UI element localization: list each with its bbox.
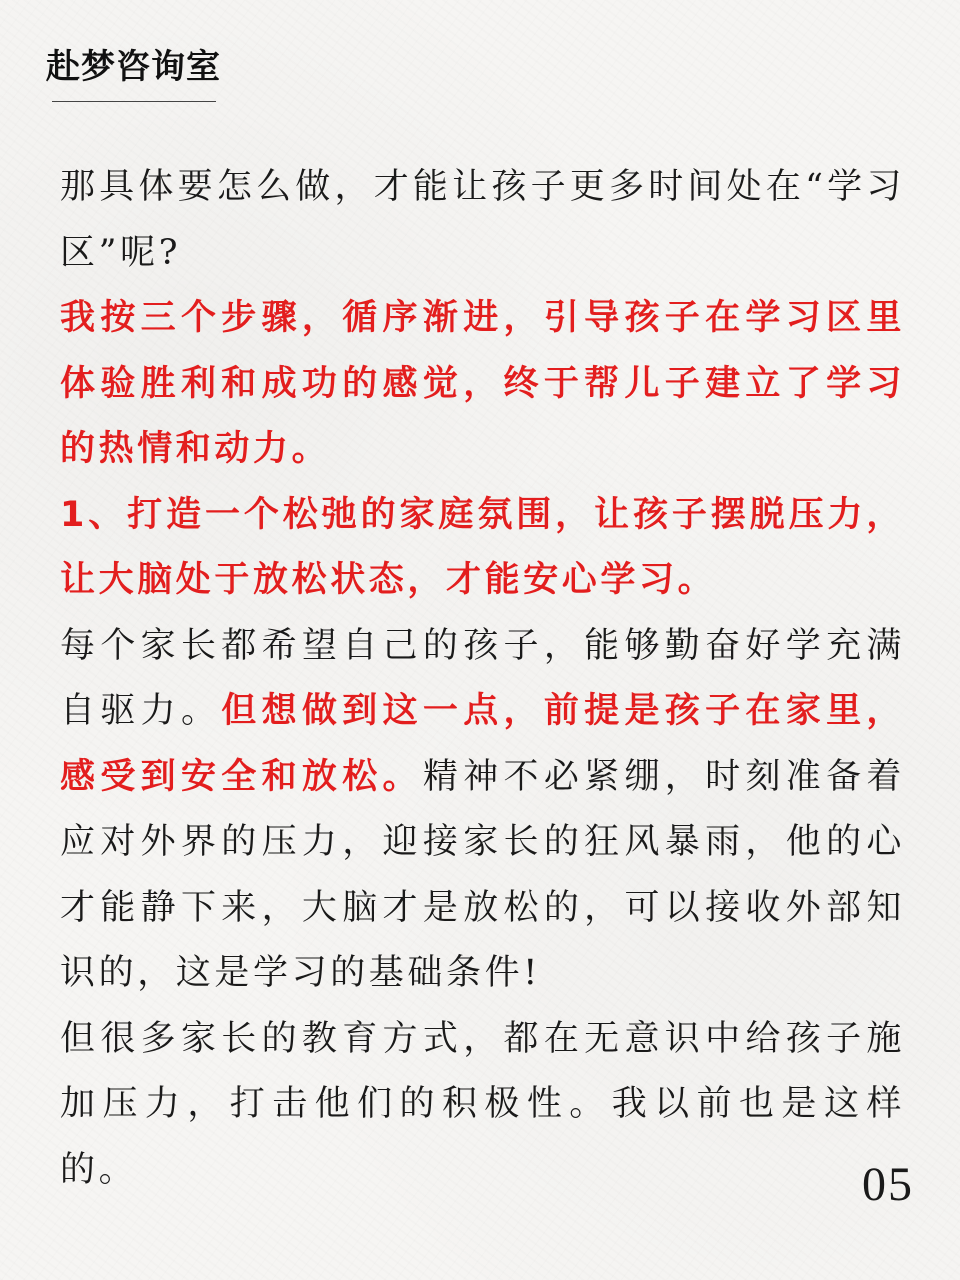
paragraph-intro-question: 那具体要怎么做，才能让孩子更多时间处在“学习区”呢?: [60, 167, 905, 273]
paragraph-step-one-body-part1: 每个家长都希望自己的孩子，能够勤奋好学充满自驱力。: [60, 625, 905, 731]
paragraph-conclusion: 但很多家长的教育方式，都在无意识中给孩子施加压力，打击他们的积极性。我以前也是这样的。: [60, 1018, 905, 1190]
brand-underline: [52, 101, 216, 102]
page-number: 05: [862, 1158, 914, 1211]
paragraph-step-one-body-part3: 精神不必紧绷，时刻准备着应对外界的压力，迎接家长的狂风暴雨，他的心才能静下来，大脑才是放松的，可以接收外部知识的，这是学习的基础条件!: [60, 756, 906, 993]
paragraph-steps-summary: 我按三个步骤，循序渐进，引导孩子在学习区里体验胜利和成功的感觉，终于帮儿子建立了学习的热情和动力。: [60, 298, 905, 469]
paragraph-step-one-body-highlight: 但想做到这一点，前提是孩子在家里，感受到安全和放松。: [60, 691, 905, 797]
brand-title: 赴梦咨询室: [46, 47, 221, 87]
paragraph-step-one-body: [60, 614, 905, 1007]
paragraph-step-one-heading: 1、打造一个松弛的家庭氛围，让孩子摆脱压力，让大脑处于放松状态，才能安心学习。: [60, 494, 905, 600]
article-body: [60, 155, 905, 1203]
